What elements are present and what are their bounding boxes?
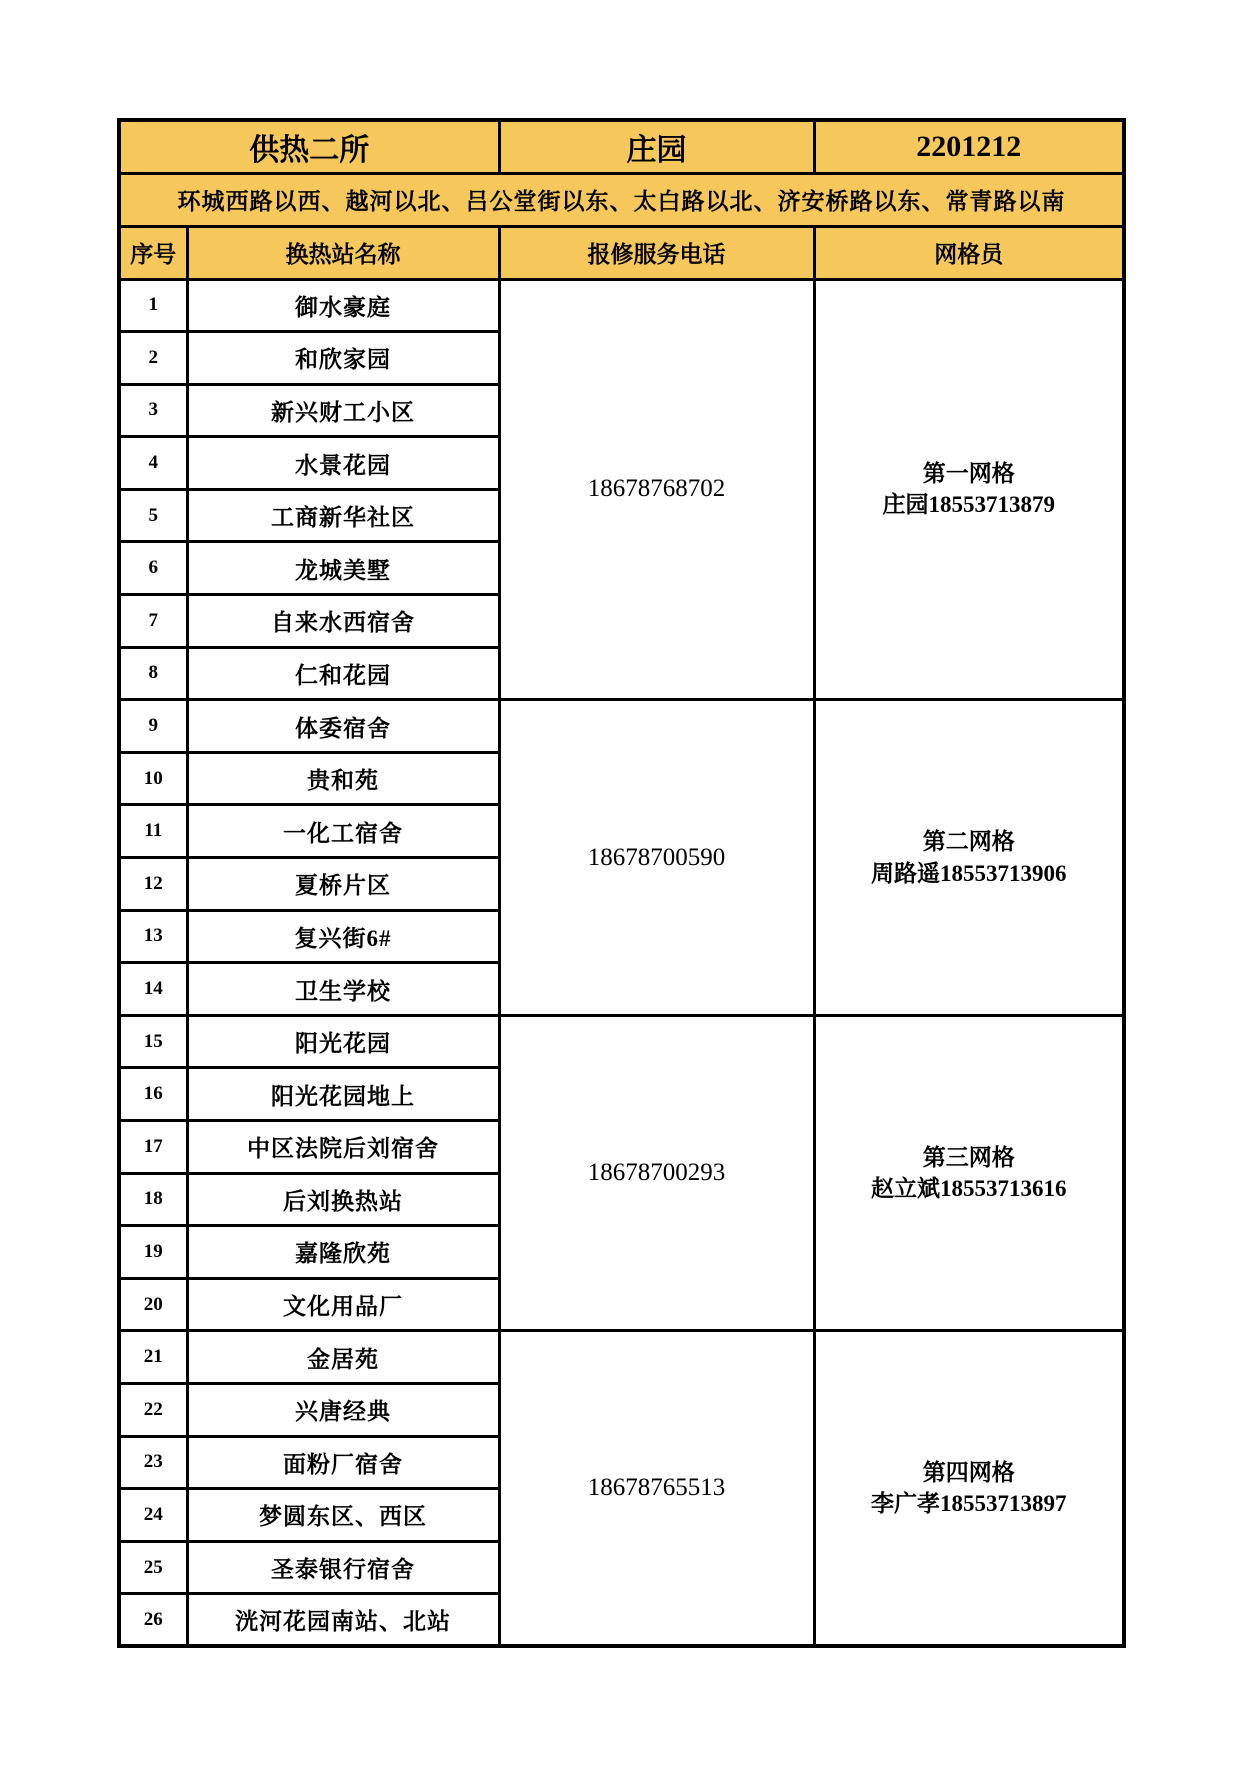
station-name-cell: 自来水西宿舍 [187, 595, 499, 648]
grid-contact: 周路遥18553713906 [871, 860, 1067, 886]
station-name-cell: 夏桥片区 [187, 858, 499, 911]
grid-contact: 庄园18553713879 [882, 492, 1055, 518]
grid-worker-cell [814, 1331, 1124, 1647]
table-row [119, 279, 1124, 332]
station-name-cell: 中区法院后刘宿舍 [187, 1121, 499, 1174]
station-name-cell: 兴唐经典 [187, 1383, 499, 1436]
seq-cell: 10 [119, 752, 187, 805]
station-name-cell: 圣泰银行宿舍 [187, 1541, 499, 1594]
station-name-cell: 御水豪庭 [187, 279, 499, 332]
station-name-cell: 复兴街6# [187, 910, 499, 963]
seq-cell: 6 [119, 542, 187, 595]
grid-name: 第二网格 [922, 829, 1015, 855]
station-name-cell: 工商新华社区 [187, 489, 499, 542]
seq-cell: 7 [119, 595, 187, 648]
table-row [119, 1015, 1124, 1068]
station-name-cell: 贵和苑 [187, 752, 499, 805]
title-row [119, 120, 1124, 173]
station-name-cell: 龙城美墅 [187, 542, 499, 595]
table-row [119, 1331, 1124, 1384]
station-name-cell: 后刘换热站 [187, 1173, 499, 1226]
grid-contact: 李广孝18553713897 [871, 1491, 1067, 1517]
station-name-cell: 一化工宿舍 [187, 805, 499, 858]
column-header-seq: 序号 [119, 226, 187, 279]
seq-cell: 22 [119, 1383, 187, 1436]
seq-cell: 12 [119, 858, 187, 911]
heating-station-table [117, 118, 1126, 1648]
station-name-cell: 卫生学校 [187, 963, 499, 1016]
seq-cell: 15 [119, 1015, 187, 1068]
seq-cell: 19 [119, 1226, 187, 1279]
grid-name: 第一网格 [922, 461, 1015, 487]
grid-worker-cell [814, 279, 1124, 700]
seq-cell: 2 [119, 332, 187, 385]
column-header-station: 换热站名称 [187, 226, 499, 279]
seq-cell: 26 [119, 1594, 187, 1647]
seq-cell: 25 [119, 1541, 187, 1594]
column-header-row [119, 226, 1124, 279]
seq-cell: 17 [119, 1121, 187, 1174]
grid-contact: 赵立斌18553713616 [871, 1176, 1067, 1202]
region-description: 环城西路以西、越河以北、吕公堂街以东、太白路以北、济安桥路以东、常青路以南 [119, 173, 1124, 226]
grid-name: 第三网格 [922, 1145, 1015, 1171]
grid-name: 第四网格 [922, 1460, 1015, 1486]
table-row [119, 700, 1124, 753]
station-name-cell: 洸河花园南站、北站 [187, 1594, 499, 1647]
station-name-cell: 和欣家园 [187, 332, 499, 385]
area-title: 庄园 [499, 120, 814, 173]
station-name-cell: 阳光花园 [187, 1015, 499, 1068]
seq-cell: 18 [119, 1173, 187, 1226]
seq-cell: 23 [119, 1436, 187, 1489]
seq-cell: 13 [119, 910, 187, 963]
phone-cell: 18678768702 [499, 279, 814, 700]
station-name-cell: 新兴财工小区 [187, 384, 499, 437]
office-title: 供热二所 [119, 120, 499, 173]
seq-cell: 5 [119, 489, 187, 542]
station-name-cell: 梦圆东区、西区 [187, 1489, 499, 1542]
seq-cell: 9 [119, 700, 187, 753]
seq-cell: 24 [119, 1489, 187, 1542]
region-row [119, 173, 1124, 226]
area-code: 2201212 [814, 120, 1124, 173]
seq-cell: 1 [119, 279, 187, 332]
phone-cell: 18678765513 [499, 1331, 814, 1647]
station-name-cell: 面粉厂宿舍 [187, 1436, 499, 1489]
column-header-phone: 报修服务电话 [499, 226, 814, 279]
station-name-cell: 嘉隆欣苑 [187, 1226, 499, 1279]
grid-worker-cell [814, 1015, 1124, 1331]
station-name-cell: 阳光花园地上 [187, 1068, 499, 1121]
station-name-cell: 文化用品厂 [187, 1278, 499, 1331]
station-name-cell: 体委宿舍 [187, 700, 499, 753]
seq-cell: 3 [119, 384, 187, 437]
seq-cell: 11 [119, 805, 187, 858]
seq-cell: 8 [119, 647, 187, 700]
phone-cell: 18678700590 [499, 700, 814, 1016]
phone-cell: 18678700293 [499, 1015, 814, 1331]
grid-worker-cell [814, 700, 1124, 1016]
column-header-grid: 网格员 [814, 226, 1124, 279]
seq-cell: 21 [119, 1331, 187, 1384]
seq-cell: 20 [119, 1278, 187, 1331]
station-name-cell: 金居苑 [187, 1331, 499, 1384]
station-name-cell: 水景花园 [187, 437, 499, 490]
seq-cell: 4 [119, 437, 187, 490]
seq-cell: 14 [119, 963, 187, 1016]
station-name-cell: 仁和花园 [187, 647, 499, 700]
seq-cell: 16 [119, 1068, 187, 1121]
